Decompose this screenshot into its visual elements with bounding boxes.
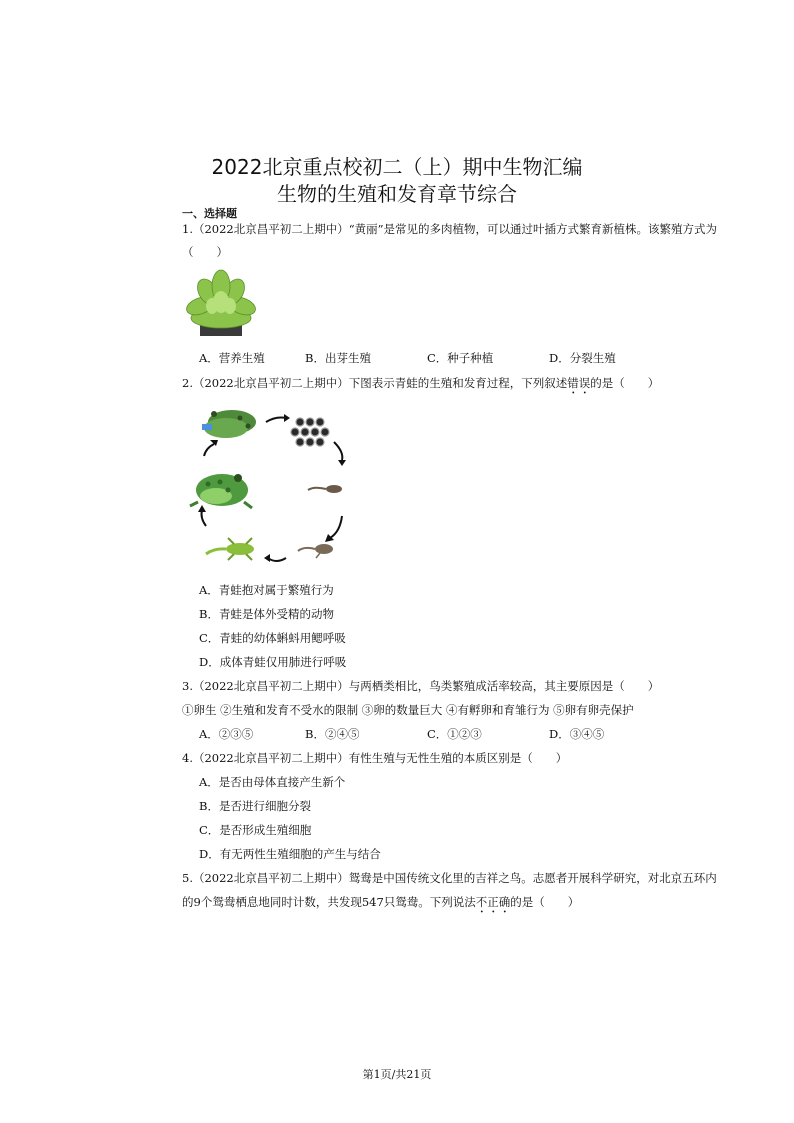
section-heading: 一、选择题 (182, 207, 237, 220)
q2-stem-b: 的是（ ） (590, 376, 660, 390)
frog-lifecycle-diagram (184, 398, 360, 568)
q4-stem: 4.（2022北京昌平初二上期中）有性生殖与无性生殖的本质区别是（ ） (182, 751, 568, 765)
q5-line2-b: 的是（ ） (510, 895, 580, 909)
page-title: 2022北京重点校初二（上）期中生物汇编 (211, 155, 583, 179)
mating-frogs-image (202, 410, 256, 438)
page-number-footer: 第1页/共21页 (362, 1068, 432, 1081)
q2-option-d: D．成体青蛙仅用肺进行呼吸 (199, 655, 347, 669)
q2-option-b: B．青蛙是体外受精的动物 (199, 607, 334, 621)
q3-option-b: B．②④⑤ (305, 727, 360, 741)
succulent-image (182, 266, 260, 342)
adult-frog-image (190, 474, 252, 508)
q1-paren: （ ） (182, 245, 228, 259)
q3-option-c: C．①②③ (427, 727, 482, 741)
frog-eggs-image (291, 418, 329, 446)
q2-stem-a: 2.（2022北京昌平初二上期中）下图表示青蛙的生殖和发育过程，下列叙述 (182, 376, 568, 390)
q5-stem-line1: 5.（2022北京昌平初二上期中）鸳鸯是中国传统文化里的吉祥之鸟。志愿者开展科学研究，对北京五环内 (182, 871, 717, 885)
q5-stem-line2 (182, 894, 579, 916)
q2-option-c: C．青蛙的幼体蝌蚪用鳃呼吸 (199, 631, 346, 645)
q3-option-a: A．②③⑤ (199, 727, 254, 741)
q1-option-c: C．种子种植 (427, 351, 494, 365)
q4-option-d: D．有无两性生殖细胞的产生与结合 (199, 847, 381, 861)
q4-option-a: A．是否由母体直接产生新个 (199, 775, 346, 789)
q3-items: ①卵生 ②生殖和发育不受水的限制 ③卵的数量巨大 ④有孵卵和育雏行为 ⑤卵有卵壳保护 (182, 703, 634, 717)
q3-stem: 3.（2022北京昌平初二上期中）与两栖类相比，鸟类繁殖成活率较高，其主要原因是（ ） (182, 679, 660, 693)
page-subtitle: 生物的生殖和发育章节综合 (277, 182, 517, 206)
q4-option-b: B．是否进行细胞分裂 (199, 799, 311, 813)
q1-option-a: A．营养生殖 (199, 351, 265, 365)
tadpole-with-legs-image (298, 544, 333, 558)
q5-line2-emphasis: 不正确 (475, 895, 511, 909)
q2-option-a: A．青蛙抱对属于繁殖行为 (199, 583, 334, 597)
q1-option-b: B．出芽生殖 (305, 351, 371, 365)
froglet-image (206, 538, 254, 560)
q2-stem (182, 375, 659, 397)
q1-option-d: D．分裂生殖 (549, 351, 616, 365)
q3-option-d: D．③④⑤ (549, 727, 605, 741)
tadpole-image (308, 485, 342, 493)
q5-line2-a: 的9个鸳鸯栖息地同时计数，共发现547只鸳鸯。下列说法 (182, 895, 476, 909)
q2-stem-emphasis: 错误 (567, 376, 591, 390)
q4-option-c: C．是否形成生殖细胞 (199, 823, 312, 837)
q1-stem: 1.（2022北京昌平初二上期中）“黄丽”是常见的多肉植物，可以通过叶插方式繁育新植株。该繁殖方式为 (182, 222, 717, 236)
